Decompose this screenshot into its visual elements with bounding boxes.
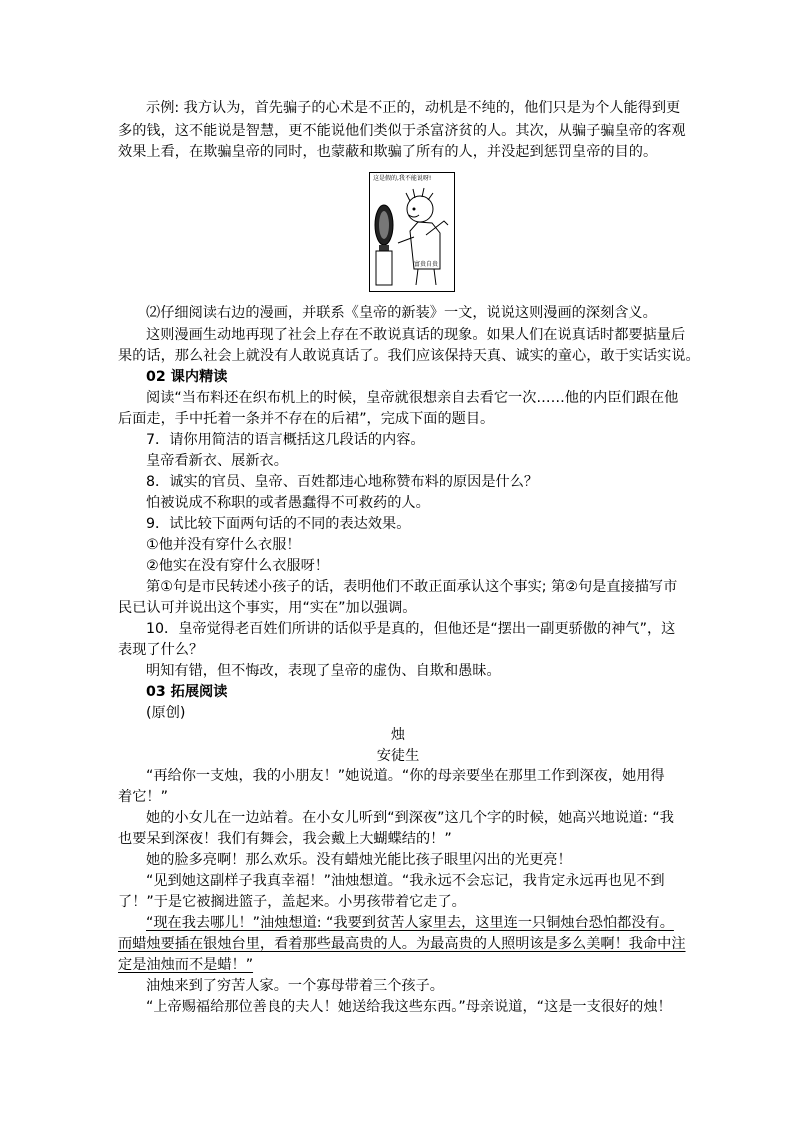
paragraph-4-line-2: 了！”于是它被搁进篮子，盖起来。小男孩带着它走了。 — [118, 894, 466, 910]
paragraph-2-line-2: 也要呆到深夜！我们有舞会，我会戴上大蝴蝶结的！” — [118, 831, 452, 847]
story-author: 安徒生 — [376, 748, 420, 764]
section-02-intro-1: 阅读“当布料还在织布机上的时候，皇帝就很想亲自去看它一次……他的内臣们跟在他 — [146, 390, 679, 406]
question-10-line-1: 10．皇帝觉得老百姓们所讲的话似乎是真的，但他还是“摆出一副更骄傲的神气”，这 — [146, 621, 676, 637]
source-note: (原创) — [146, 705, 186, 721]
question-2: ⑵仔细阅读右边的漫画，并联系《皇帝的新装》一文，说说这则漫画的深刻含义。 — [146, 305, 657, 321]
paragraph-3: 她的脸多亮啊！那么欢乐。没有蜡烛光能比孩子眼里闪出的光更亮！ — [146, 852, 572, 868]
comic-illustration — [369, 172, 455, 292]
paragraph-5-line-3-underlined: 定是油烛而不是蜡！” — [118, 957, 254, 973]
answer-10: 明知有错，但不悔改，表现了皇帝的虚伪、自欺和愚昧。 — [146, 663, 501, 679]
question-8: 8．诚实的官员、皇帝、百姓都违心地称赞布料的原因是什么？ — [146, 474, 539, 490]
paragraph-5-line-1-underlined: “现在我去哪儿！”油烛想道: “我要到贫苦人家里去，这里连一只铜烛台恐怕都没有。 — [146, 915, 674, 931]
paragraph-1-line-1: “再给你一支烛，我的小朋友！”她说道。“你的母亲要坐在那里工作到深夜，她用得 — [146, 768, 665, 784]
paragraph-4-line-1: “见到她这副样子我真幸福！”油烛想道。“我永远不会忘记，我肯定永远再也见不到 — [146, 873, 665, 889]
paragraph-7: “上帝赐福给那位善良的夫人！她送给我这些东西。”母亲说道，“这是一支很好的烛！ — [146, 999, 672, 1015]
question-7: 7．请你用简洁的语言概括这几段话的内容。 — [146, 432, 425, 448]
example-line-1: 示例: 我方认为，首先骗子的心术是不正的，动机是不纯的，他们只是为个人能得到更 — [146, 100, 681, 116]
section-02-intro-2: 后面走，手中托着一条并不存在的后裙”，完成下面的题目。 — [118, 411, 495, 427]
answer-8: 怕被说成不称职的或者愚蠢得不可救药的人。 — [146, 495, 430, 511]
sentence-1: ①他并没有穿什么衣服！ — [146, 537, 301, 553]
sentence-2: ②他实在没有穿什么衣服呀！ — [146, 558, 329, 574]
paragraph-1-line-2: 着它！” — [118, 789, 168, 805]
section-02-heading: 02 课内精读 — [146, 369, 228, 385]
example-line-3: 效果上看，在欺骗皇帝的同时，也蒙蔽和欺骗了所有的人，并没起到惩罚皇帝的目的。 — [118, 144, 658, 160]
example-line-2: 多的钱，这不能说是智慧，更不能说他们类似于杀富济贫的人。其次，从骗子骗皇帝的客观 — [118, 123, 686, 139]
question-9: 9．试比较下面两句话的不同的表达效果。 — [146, 516, 411, 532]
section-03-heading: 03 拓展阅读 — [146, 684, 228, 700]
answer-9-line-1: 第①句是市民转述小孩子的话，表明他们不敢正面承认这个事实; 第②句是直接描写市 — [146, 579, 678, 595]
answer-7: 皇帝看新衣、展新衣。 — [146, 453, 288, 469]
comic-caption: 这是假的,我不能说呀! — [373, 175, 432, 182]
paragraph-6: 油烛来到了穷苦人家。一个寡母带着三个孩子。 — [146, 978, 444, 994]
answer-2-line-1: 这则漫画生动地再现了社会上存在不敢说真话的现象。如果人们在说真话时都要掂量后 — [146, 327, 686, 343]
comic-drawing — [370, 173, 454, 291]
paragraph-5-line-2-underlined: 而蜡烛要插在银烛台里，看着那些最高贵的人。为最高贵的人照明该是多么美啊！我命中注 — [118, 936, 686, 952]
answer-9-line-2: 民已认可并说出这个事实，用“实在”加以强调。 — [118, 600, 417, 616]
comic-label: 富贵自贵 — [414, 261, 439, 268]
story-title: 烛 — [390, 727, 406, 743]
paragraph-2-line-1: 她的小女儿在一边站着。在小女儿听到“到深夜”这几个字的时候，她高兴地说道: “我 — [146, 810, 674, 826]
answer-2-line-2: 果的话，那么社会上就没有人敢说真话了。我们应该保持天真、诚实的童心，敢于实话实说。 — [118, 348, 700, 364]
question-10-line-2: 表现了什么？ — [118, 642, 204, 658]
